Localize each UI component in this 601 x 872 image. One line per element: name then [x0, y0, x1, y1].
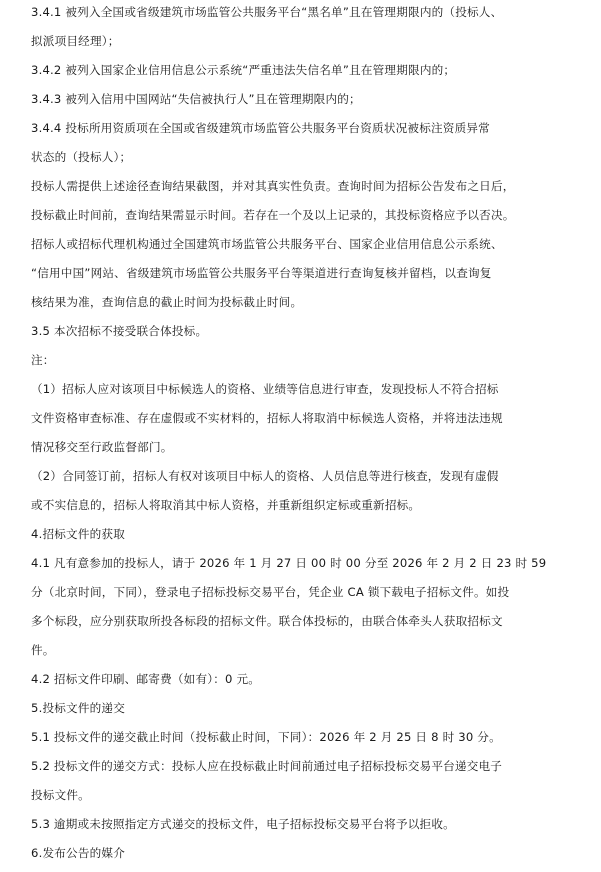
text-line: 注：: [31, 353, 55, 367]
text-line: 投标文件。: [31, 788, 90, 802]
text-line: 投标人需提供上述途径查询结果截图，并对其真实性负责。查询时间为招标公告发布之日后，: [31, 179, 515, 193]
text-line: 情况移交至行政监督部门。: [31, 440, 173, 454]
text-line: （2）合同签订前，招标人有权对该项目中标人的资格、人员信息等进行核查，发现有虚假: [31, 469, 499, 483]
text-line: （1）招标人应对该项目中标候选人的资格、业绩等信息进行审查，发现投标人不符合招标: [31, 382, 499, 396]
text-line: 状态的（投标人）；: [31, 150, 132, 164]
text-line: 多个标段，应分别获取所投各标段的招标文件。联合体投标的，由联合体牵头人获取招标文: [31, 614, 503, 628]
text-line: 4.2 招标文件印刷、邮寄费（如有）：0 元。: [31, 672, 261, 686]
text-line: 或不实信息的，招标人将取消其中标人资格，并重新组织定标或重新招标。: [31, 498, 421, 512]
text-line: 3.4.1 被列入全国或省级建筑市场监管公共服务平台“黑名单”且在管理期限内的（投标人、: [31, 5, 503, 19]
text-line: 5.3 逾期或未按照指定方式递交的投标文件，电子招标投标交易平台将予以拒收。: [31, 817, 455, 831]
text-line: 5.2 投标文件的递交方式：投标人应在投标截止时间前通过电子招标投标交易平台递交电子: [31, 759, 503, 773]
text-line: 3.5 本次招标不接受联合体投标。: [31, 324, 208, 338]
text-line: 3.4.4 投标所用资质项在全国或省级建筑市场监管公共服务平台资质状况被标注资质异常: [31, 121, 490, 135]
text-line: “信用中国”网站、省级建筑市场监管公共服务平台等渠道进行查询复核并留档，以查询复: [31, 266, 492, 280]
text-line: 文件资格审查标准、存在虚假或不实材料的，招标人将取消中标候选人资格，并将违法违规: [31, 411, 503, 425]
text-line: 核结果为准，查询信息的截止时间为投标截止时间。: [31, 295, 303, 309]
section-heading: 4.招标文件的获取: [31, 527, 126, 541]
text-line: 3.4.2 被列入国家企业信用信息公示系统“严重违法失信名单”且在管理期限内的；: [31, 63, 456, 77]
text-line: 拟派项目经理）；: [31, 34, 120, 48]
text-line: 招标人或招标代理机构通过全国建筑市场监管公共服务平台、国家企业信用信息公示系统、: [31, 237, 503, 251]
text-line: 5.1 投标文件的递交截止时间（投标截止时间，下同）：2026 年 2 月 25 日 8 时 30 分。: [31, 730, 501, 744]
section-heading: 5.投标文件的递交: [31, 701, 126, 715]
text-line: 投标截止时间前，查询结果需显示时间。若存在一个及以上记录的，其投标资格应予以否决。: [31, 208, 515, 222]
section-heading: 6.发布公告的媒介: [31, 846, 126, 860]
text-line: 4.1 凡有意参加的投标人，请于 2026 年 1 月 27 日 00 时 00 分至 2026 年 2 月 2 日 23 时 59: [31, 556, 547, 570]
text-line: 分（北京时间，下同），登录电子招标投标交易平台，凭企业 CA 锁下载电子招标文件。如投: [31, 585, 510, 599]
text-line: 件。: [31, 643, 55, 657]
text-line: 3.4.3 被列入信用中国网站“失信被执行人”且在管理期限内的；: [31, 92, 361, 106]
